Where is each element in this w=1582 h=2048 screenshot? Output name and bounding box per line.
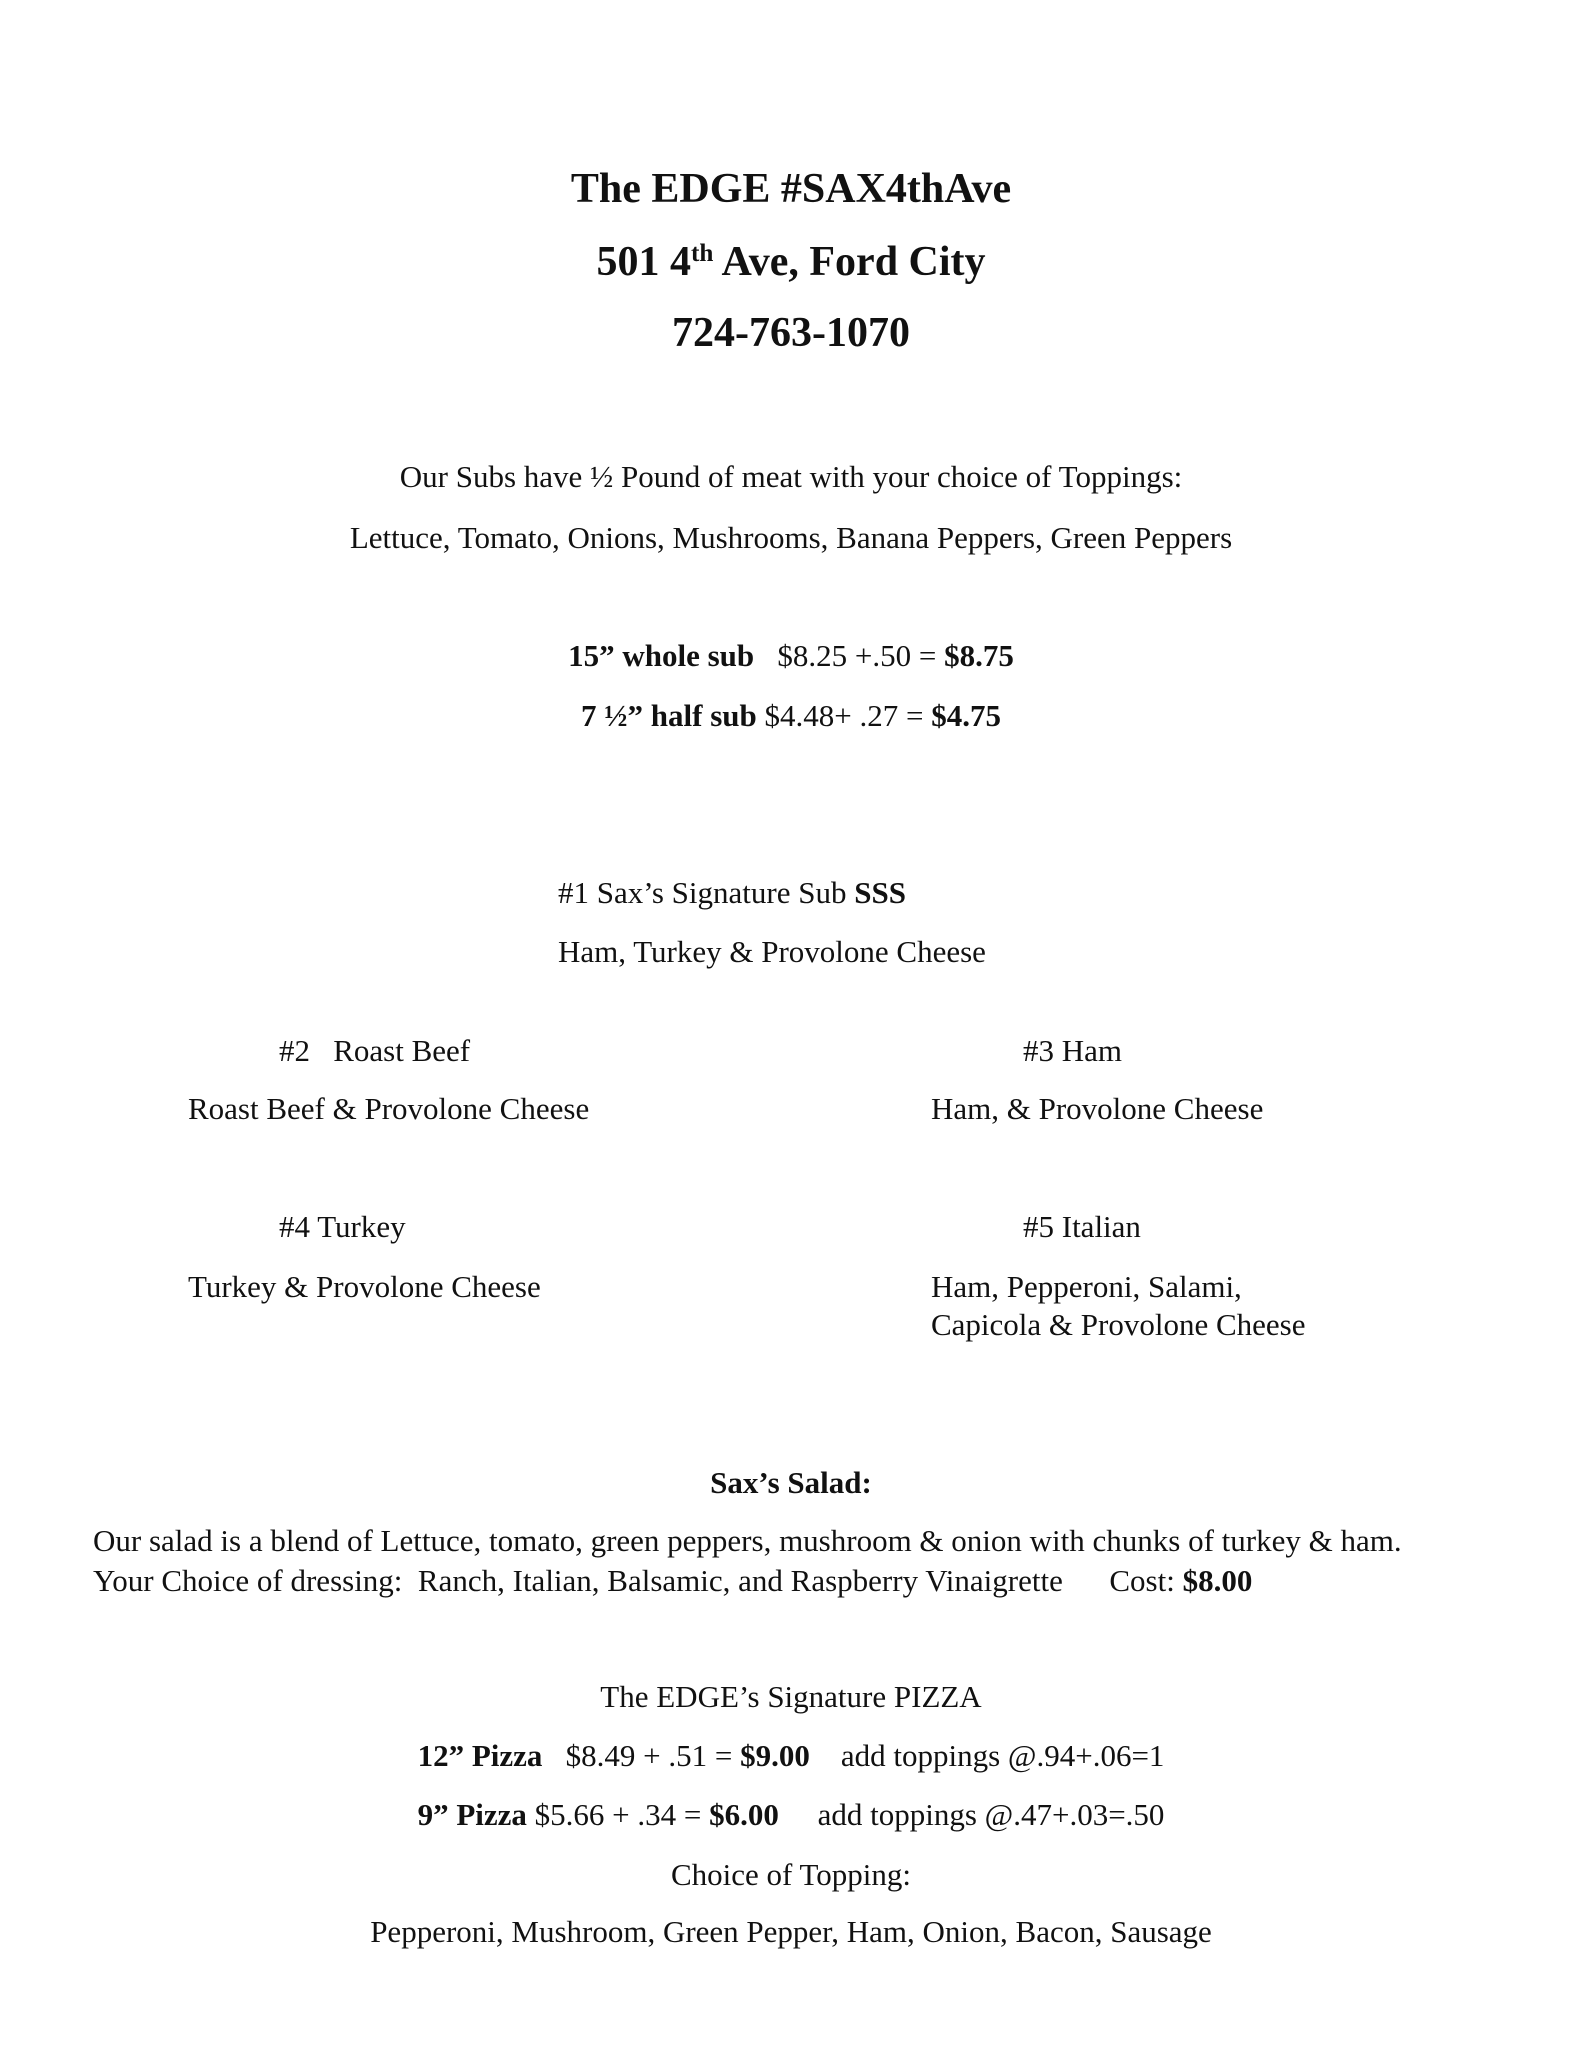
sub-item-3-title: #3 Ham (1023, 1033, 1123, 1068)
sub-item-title-bold: SSS (854, 875, 906, 910)
sub-item-4-desc: Turkey & Provolone Cheese (188, 1269, 541, 1304)
sub-item-3-desc: Ham, & Provolone Cheese (931, 1091, 1264, 1126)
pizza-topping-price: add toppings @.47+.03=.50 (778, 1797, 1165, 1832)
restaurant-name: The EDGE #SAX4thAve (570, 166, 1012, 212)
salad-dressing-and-cost (93, 1565, 1252, 1596)
pizza-size-label: 9” Pizza (417, 1797, 527, 1832)
sub-size-label: 15” whole sub (568, 638, 755, 673)
pizza-size-price: $6.00 (709, 1797, 779, 1832)
sub-size-calc: $8.25 +.50 = (754, 638, 945, 673)
sub-item-2-title: #2 Roast Beef (279, 1033, 471, 1068)
sub-item-title-text: #1 Sax’s Signature Sub (558, 875, 855, 910)
sub-item-1-desc: Ham, Turkey & Provolone Cheese (558, 934, 986, 969)
sub-size-half (0, 700, 1582, 731)
pizza-size-price: $9.00 (740, 1738, 810, 1773)
pizza-size-12 (0, 1740, 1582, 1771)
restaurant-address (0, 241, 1582, 283)
salad-description: Our salad is a blend of Lettuce, tomato, green peppers, mushroom & onion with chunks of turkey & ham. (93, 1523, 1402, 1558)
pizza-size-calc: $5.66 + .34 = (526, 1797, 710, 1832)
sub-item-5-desc: Ham, Pepperoni, Salami, (931, 1269, 1242, 1304)
restaurant-phone: 724-763-1070 (672, 310, 910, 356)
sub-item-2-desc: Roast Beef & Provolone Cheese (188, 1091, 590, 1126)
pizza-toppings-heading: Choice of Topping: (670, 1857, 912, 1892)
sub-item-1-title (558, 877, 906, 908)
address-street-city: Ave, Ford City (713, 239, 986, 285)
pizza-heading: The EDGE’s Signature PIZZA (600, 1679, 982, 1714)
salad-price: $8.00 (1182, 1563, 1253, 1598)
pizza-size-calc: $8.49 + .51 = (542, 1738, 741, 1773)
pizza-size-9 (0, 1799, 1582, 1830)
sub-item-4-title: #4 Turkey (279, 1209, 406, 1244)
address-number: 501 4 (596, 239, 691, 285)
address-ordinal: th (690, 240, 714, 268)
sub-size-whole (0, 640, 1582, 671)
sub-item-5-title: #5 Italian (1023, 1209, 1141, 1244)
sub-size-calc: $4.48+ .27 = (756, 698, 932, 733)
sub-size-price: $4.75 (931, 698, 1001, 733)
salad-heading (0, 1467, 1582, 1498)
pizza-toppings-list: Pepperoni, Mushroom, Green Pepper, Ham, Onion, Bacon, Sausage (370, 1914, 1212, 1949)
sub-item-5-desc-line2: Capicola & Provolone Cheese (931, 1307, 1306, 1342)
subs-intro: Our Subs have ½ Pound of meat with your choice of Toppings: (399, 459, 1183, 494)
pizza-size-label: 12” Pizza (417, 1738, 543, 1773)
sub-size-price: $8.75 (944, 638, 1014, 673)
salad-dressing-text: Your Choice of dressing: Ranch, Italian, Balsamic, and Raspberry Vinaigrette Cost: (93, 1563, 1183, 1598)
salad-heading-text: Sax’s Salad: (710, 1465, 872, 1500)
subs-toppings-list: Lettuce, Tomato, Onions, Mushrooms, Banana Peppers, Green Peppers (349, 520, 1233, 555)
sub-size-label: 7 ½” half sub (581, 698, 757, 733)
pizza-topping-price: add toppings @.94+.06=1 (809, 1738, 1165, 1773)
